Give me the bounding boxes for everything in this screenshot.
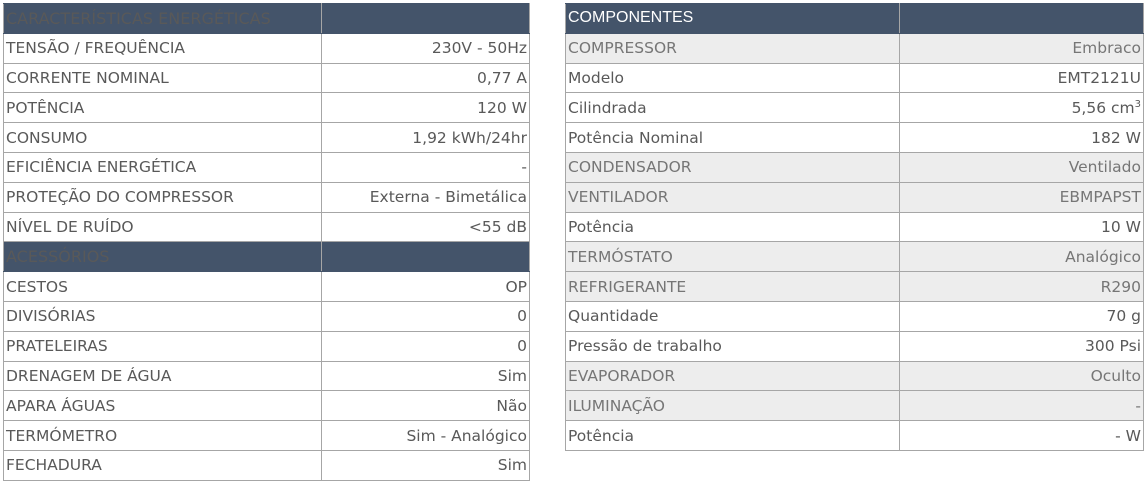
- row-value-text: -: [1135, 396, 1141, 415]
- table-row: [4, 361, 530, 391]
- table-row: [4, 331, 530, 361]
- row-value: 0,77 A: [322, 63, 530, 93]
- table-row: [4, 63, 530, 93]
- table-row: [4, 212, 530, 242]
- component-detail-row: [566, 331, 1144, 361]
- row-value: [900, 391, 1144, 421]
- table-row: [4, 301, 530, 331]
- row-value-text: EMT2121U: [1057, 68, 1141, 87]
- row-value: Externa - Bimetálica: [322, 182, 530, 212]
- row-label: DIVISÓRIAS: [4, 301, 322, 331]
- row-value-text: Oculto: [1090, 366, 1141, 385]
- row-value: 1,92 kWh/24hr: [322, 123, 530, 153]
- section-header-blank: [322, 4, 530, 34]
- unit-superscript: 3: [1134, 98, 1141, 110]
- component-category-row: [566, 182, 1144, 212]
- table-row: [4, 123, 530, 153]
- row-label: PRATELEIRAS: [4, 331, 322, 361]
- table-row: [4, 421, 530, 451]
- row-label: CONSUMO: [4, 123, 322, 153]
- row-label: COMPRESSOR: [566, 33, 900, 63]
- row-value: [900, 63, 1144, 93]
- section-header-blank: [322, 242, 530, 272]
- component-category-row: [566, 152, 1144, 182]
- section-title: ACESSÓRIOS: [4, 242, 322, 272]
- table-row: [4, 33, 530, 63]
- row-value: Sim: [322, 450, 530, 480]
- component-detail-row: [566, 123, 1144, 153]
- table-row: [4, 450, 530, 480]
- row-value: [900, 182, 1144, 212]
- component-detail-row: [566, 93, 1144, 123]
- table-row: [4, 152, 530, 182]
- row-value-text: EBMPAPST: [1059, 188, 1141, 207]
- row-value-text: 5,56 cm: [1071, 98, 1135, 117]
- section-title: COMPONENTES: [566, 4, 900, 34]
- row-label: CORRENTE NOMINAL: [4, 63, 322, 93]
- section-title: CARACTERÍSTICAS ENERGÉTICAS: [4, 4, 322, 34]
- section-header: [566, 4, 1144, 34]
- component-category-row: [566, 391, 1144, 421]
- row-label: FECHADURA: [4, 450, 322, 480]
- row-value: [900, 421, 1144, 451]
- row-value-text: Ventilado: [1068, 158, 1141, 177]
- row-value: [900, 331, 1144, 361]
- row-label: Potência: [566, 212, 900, 242]
- component-category-row: [566, 33, 1144, 63]
- component-category-row: [566, 242, 1144, 272]
- row-value: [900, 152, 1144, 182]
- row-value: [900, 212, 1144, 242]
- row-label: Modelo: [566, 63, 900, 93]
- row-label: ILUMINAÇÃO: [566, 391, 900, 421]
- table-row: [4, 391, 530, 421]
- row-value: -: [322, 152, 530, 182]
- row-value: 0: [322, 301, 530, 331]
- row-label: Cilindrada: [566, 93, 900, 123]
- row-value: [900, 93, 1144, 123]
- row-value-text: R290: [1100, 277, 1141, 296]
- row-value-text: 300 Psi: [1085, 337, 1141, 356]
- component-category-row: [566, 361, 1144, 391]
- section-header-blank: [900, 4, 1144, 34]
- row-value: Não: [322, 391, 530, 421]
- row-value-text: Analógico: [1065, 247, 1141, 266]
- row-value: [900, 272, 1144, 302]
- row-label: EFICIÊNCIA ENERGÉTICA: [4, 152, 322, 182]
- row-label: APARA ÁGUAS: [4, 391, 322, 421]
- section-header: [4, 242, 530, 272]
- component-category-row: [566, 272, 1144, 302]
- row-value: 0: [322, 331, 530, 361]
- row-label: TENSÃO / FREQUÊNCIA: [4, 33, 322, 63]
- row-label: REFRIGERANTE: [566, 272, 900, 302]
- row-value: [900, 301, 1144, 331]
- row-value-text: - W: [1115, 426, 1141, 445]
- row-label: DRENAGEM DE ÁGUA: [4, 361, 322, 391]
- row-value: [900, 33, 1144, 63]
- row-label: Potência Nominal: [566, 123, 900, 153]
- components-table: [565, 3, 1144, 451]
- row-value: Sim: [322, 361, 530, 391]
- row-label: Pressão de trabalho: [566, 331, 900, 361]
- row-value: [900, 123, 1144, 153]
- row-value: 120 W: [322, 93, 530, 123]
- row-value: <55 dB: [322, 212, 530, 242]
- row-label: POTÊNCIA: [4, 93, 322, 123]
- row-label: Potência: [566, 421, 900, 451]
- table-row: [4, 93, 530, 123]
- row-label: TERMÓSTATO: [566, 242, 900, 272]
- row-value-text: 10 W: [1101, 217, 1141, 236]
- table-row: [4, 182, 530, 212]
- component-detail-row: [566, 63, 1144, 93]
- row-value-text: 70 g: [1106, 307, 1141, 326]
- row-label: VENTILADOR: [566, 182, 900, 212]
- section-header: [4, 4, 530, 34]
- row-value: [900, 242, 1144, 272]
- row-value-text: 182 W: [1091, 128, 1141, 147]
- row-value: OP: [322, 272, 530, 302]
- row-label: CONDENSADOR: [566, 152, 900, 182]
- row-label: TERMÓMETRO: [4, 421, 322, 451]
- component-detail-row: [566, 301, 1144, 331]
- row-label: PROTEÇÃO DO COMPRESSOR: [4, 182, 322, 212]
- row-value: Sim - Analógico: [322, 421, 530, 451]
- component-detail-row: [566, 212, 1144, 242]
- row-label: NÍVEL DE RUÍDO: [4, 212, 322, 242]
- row-label: CESTOS: [4, 272, 322, 302]
- row-label: Quantidade: [566, 301, 900, 331]
- row-value: 230V - 50Hz: [322, 33, 530, 63]
- component-detail-row: [566, 421, 1144, 451]
- table-row: [4, 272, 530, 302]
- row-value-text: Embraco: [1072, 39, 1141, 58]
- row-label: EVAPORADOR: [566, 361, 900, 391]
- row-value: [900, 361, 1144, 391]
- energy-characteristics-table: [3, 3, 530, 481]
